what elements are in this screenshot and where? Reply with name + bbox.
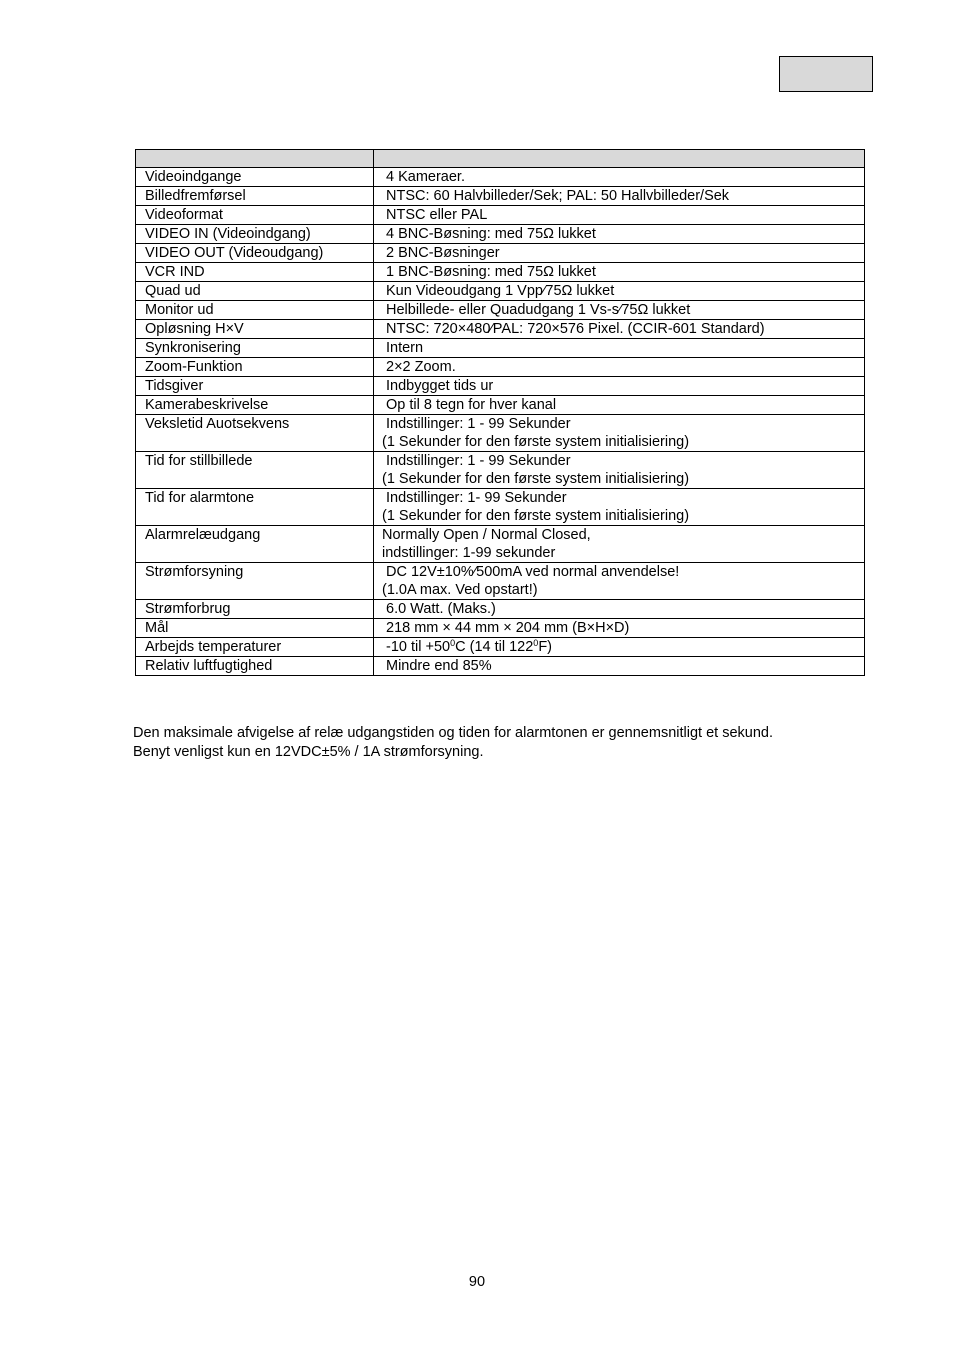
table-row (136, 563, 865, 600)
temp-degree-sup: 0 (533, 638, 539, 648)
spec-value: Indbygget tids ur (374, 377, 865, 396)
note-line: Benyt venligst kun en 12VDC±5% / 1A strømforsyning. (133, 744, 484, 760)
table-row (136, 526, 865, 563)
table-row (136, 638, 865, 657)
spec-value-line1: DC 12V±10%∕500mA ved normal anvendelse! (386, 564, 680, 580)
spec-label: Synkronisering (136, 339, 374, 358)
spec-label: Mål (136, 619, 374, 638)
spec-value: 2 BNC-Bøsninger (374, 244, 865, 263)
spec-value (374, 415, 865, 452)
spec-value-line1: Indstillinger: 1- 99 Sekunder (386, 490, 567, 506)
table-row (136, 225, 865, 244)
spec-label: Strømforbrug (136, 600, 374, 619)
spec-value: NTSC: 60 Halvbilleder/Sek; PAL: 50 Hallvbilleder/Sek (374, 187, 865, 206)
table-row (136, 206, 865, 225)
spec-label: Veksletid Auotsekvens (136, 415, 374, 452)
table-row (136, 619, 865, 638)
spec-value (374, 638, 865, 657)
spec-value: 6.0 Watt. (Maks.) (374, 600, 865, 619)
table-row (136, 377, 865, 396)
spec-label: Monitor ud (136, 301, 374, 320)
spec-label: Tid for stillbillede (136, 452, 374, 489)
spec-label: Tidsgiver (136, 377, 374, 396)
temp-post: F) (538, 639, 552, 655)
temp-pre: -10 til +50 (386, 639, 451, 655)
table-row (136, 282, 865, 301)
spec-value-line2: (1 Sekunder for den første system initialisiering) (382, 508, 690, 524)
spec-value: 1 BNC-Bøsning: med 75Ω lukket (374, 263, 865, 282)
spec-value-line2: indstillinger: 1-99 sekunder (382, 545, 556, 561)
table-row (136, 489, 865, 526)
spec-label: VCR IND (136, 263, 374, 282)
spec-label: Kamerabeskrivelse (136, 396, 374, 415)
spec-label: Quad ud (136, 282, 374, 301)
table-row (136, 301, 865, 320)
spec-label: Arbejds temperaturer (136, 638, 374, 657)
notes (133, 724, 873, 762)
spec-value: NTSC: 720×480∕PAL: 720×576 Pixel. (CCIR-601 Standard) (374, 320, 865, 339)
spec-value-line1: Indstillinger: 1 - 99 Sekunder (386, 453, 571, 469)
spec-value: Kun Videoudgang 1 Vpp∕75Ω lukket (374, 282, 865, 301)
table-row (136, 244, 865, 263)
spec-value (374, 489, 865, 526)
table-row (136, 168, 865, 187)
spec-value (374, 526, 865, 563)
spec-label: VIDEO OUT (Videoudgang) (136, 244, 374, 263)
spec-label: Billedfremførsel (136, 187, 374, 206)
spec-label: Tid for alarmtone (136, 489, 374, 526)
table-row (136, 452, 865, 489)
spec-value-line1: Normally Open / Normal Closed, (382, 527, 591, 543)
table-row (136, 339, 865, 358)
spec-value-line1: Indstillinger: 1 - 99 Sekunder (386, 416, 571, 432)
temp-mid: C (14 til 122 (455, 639, 534, 655)
spec-value: 218 mm × 44 mm × 204 mm (B×H×D) (374, 619, 865, 638)
page-number: 90 (468, 1274, 486, 1290)
table-row (136, 263, 865, 282)
table-row (136, 358, 865, 377)
spec-label: Zoom-Funktion (136, 358, 374, 377)
spec-value: 4 BNC-Bøsning: med 75Ω lukket (374, 225, 865, 244)
spec-label: VIDEO IN (Videoindgang) (136, 225, 374, 244)
spec-value: NTSC eller PAL (374, 206, 865, 225)
spec-label: Strømforsyning (136, 563, 374, 600)
table-row (136, 320, 865, 339)
spec-value (374, 452, 865, 489)
spec-label: Videoformat (136, 206, 374, 225)
spec-label: Videoindgange (136, 168, 374, 187)
note-line: Den maksimale afvigelse af relæ udgangstiden og tiden for alarmtonen er gennemsnitligt et sekund. (133, 725, 773, 741)
header-cell-label (136, 150, 374, 168)
temp-degree-sup: 0 (450, 638, 456, 648)
spec-value-line2: (1.0A max. Ved opstart!) (382, 582, 538, 598)
spec-value: Mindre end 85% (374, 657, 865, 676)
table-row (136, 396, 865, 415)
spec-value: 4 Kameraer. (374, 168, 865, 187)
spec-header-row (136, 150, 865, 168)
spec-value: 2×2 Zoom. (374, 358, 865, 377)
table-row (136, 415, 865, 452)
table-row (136, 187, 865, 206)
spec-value: Helbillede- eller Quadudgang 1 Vs-s∕75Ω lukket (374, 301, 865, 320)
spec-value (374, 563, 865, 600)
table-row (136, 657, 865, 676)
spec-label: Relativ luftfugtighed (136, 657, 374, 676)
spec-value: Op til 8 tegn for hver kanal (374, 396, 865, 415)
language-tab-box (779, 56, 873, 92)
spec-value-line2: (1 Sekunder for den første system initialisiering) (382, 471, 690, 487)
header-cell-value (374, 150, 865, 168)
spec-value-line2: (1 Sekunder for den første system initialisiering) (382, 434, 690, 450)
spec-label: Alarmrelæudgang (136, 526, 374, 563)
spec-value: Intern (374, 339, 865, 358)
table-row (136, 600, 865, 619)
spec-table (135, 149, 865, 676)
spec-label: Opløsning H×V (136, 320, 374, 339)
